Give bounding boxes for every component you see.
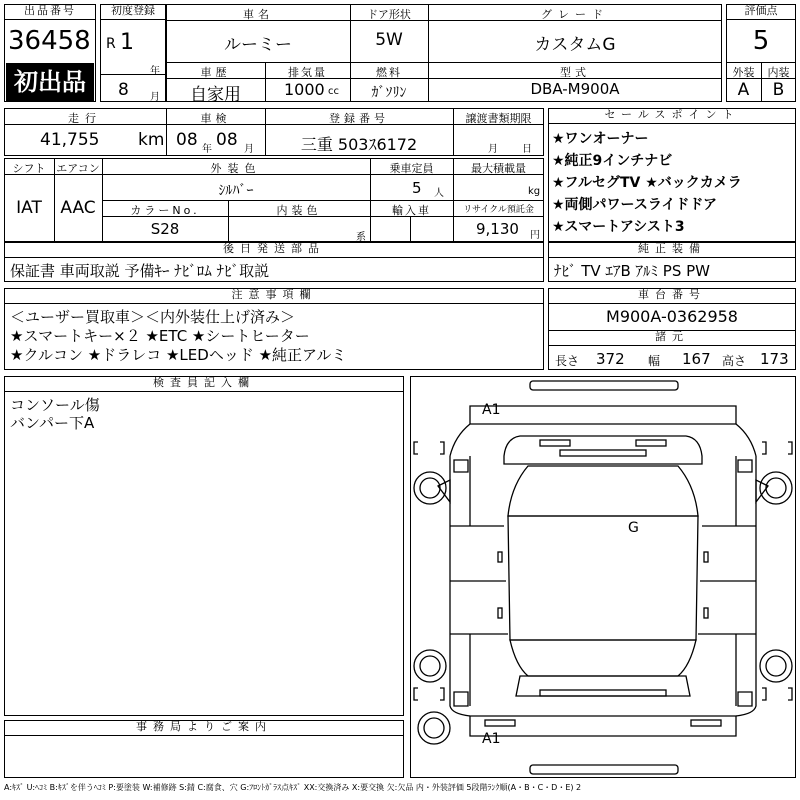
- height-label: 高さ: [722, 354, 747, 368]
- inspector-note-line: コンソール傷: [10, 396, 100, 414]
- transfer-month-unit: 月: [488, 144, 498, 155]
- era: R: [106, 36, 116, 52]
- mark-rear-a1: A1: [482, 731, 501, 747]
- capacity-unit: 人: [434, 188, 444, 199]
- insp-year-unit: 年: [202, 144, 212, 155]
- mileage: 41,755: [40, 130, 100, 150]
- fuel-label: 燃料: [376, 66, 402, 79]
- door: 5W: [375, 30, 403, 50]
- ext-label: 外装: [732, 66, 755, 79]
- lot-number: 36458: [8, 26, 91, 56]
- later-parts-text: 保証書 車両取説 予備ｷｰ ﾅﾋﾞﾛﾑ ﾅﾋﾞ取説: [10, 262, 270, 280]
- recycle-label: リサイクル預託金: [463, 205, 534, 215]
- dimensions-label: 諸元: [548, 330, 796, 346]
- inspector-note-line: バンパー下A: [10, 414, 95, 432]
- shift: IAT: [16, 198, 42, 218]
- ac-label: エアコン: [56, 162, 100, 175]
- selling-point-item: ★純正9インチナビ: [552, 153, 673, 169]
- load-unit: kg: [528, 186, 541, 197]
- note-line: ★クルコン ★ドラレコ ★LEDヘッド ★純正アルミ: [10, 346, 347, 364]
- transfer-day-unit: 日: [522, 144, 532, 155]
- reg-year: 1: [120, 30, 134, 55]
- height: 173: [760, 350, 789, 368]
- inspector-label: 検査員記入欄: [4, 376, 404, 392]
- office-label: 事務局よりご案内: [4, 720, 404, 736]
- history-label: 車歴: [200, 66, 231, 79]
- later-parts-label: 後日発送部品: [4, 242, 544, 258]
- first-reg-label: 初度登録: [100, 4, 166, 20]
- score-label: 評価点: [726, 4, 796, 20]
- insp-month: 08: [216, 130, 238, 150]
- color-no-label: カラーNo.: [130, 204, 200, 217]
- fuel: ｶﾞｿﾘﾝ: [371, 85, 407, 101]
- equipment-text: ﾅﾋﾞ TV ｴｱB ｱﾙﾐ PS PW: [554, 262, 710, 280]
- mark-g: G: [628, 520, 639, 536]
- model-label: 型式: [560, 66, 590, 79]
- mileage-unit: km: [138, 130, 165, 150]
- int-color-unit: 系: [356, 232, 366, 243]
- displacement: 1000: [284, 80, 325, 99]
- insp-month-unit: 月: [244, 144, 254, 155]
- ext-grade: A: [737, 80, 750, 100]
- footer-legend: A:ｷｽﾞ U:ﾍｺﾐ B:ｷｽﾞを伴うﾍｺﾐ P:要塗装 W:補修跡 S:錆 C:腐食、穴 G:ﾌﾛﾝﾄｶﾞﾗｽ点ｷｽﾞ XX:交換済み X:要交換 欠:欠品 内・外装評価 5段階ﾗﾝｸ順(A・B・C・D・E) 2: [4, 783, 582, 792]
- selling-point-item: ★両側パワースライドドア: [552, 197, 718, 213]
- grade-label: グレード: [541, 8, 609, 21]
- note-line: ＜ユーザー買取車＞＜内外装仕上げ済み＞: [10, 308, 296, 326]
- mileage-label: 走行: [68, 112, 102, 125]
- inspection-label: 車検: [200, 112, 231, 125]
- ac: AAC: [60, 198, 96, 218]
- selling-points-label: セールスポイント: [548, 108, 796, 124]
- recycle: 9,130: [476, 220, 519, 238]
- width-label: 幅: [648, 354, 661, 368]
- selling-point-item: ★ワンオーナー: [552, 131, 649, 147]
- notes-list: [10, 308, 540, 365]
- chassis-number: M900A-0362958: [606, 307, 738, 326]
- inspector-notes: [10, 396, 400, 432]
- length: 372: [596, 350, 625, 368]
- selling-point-item: ★フルセグTV ★バックカメラ: [552, 175, 742, 191]
- car-name: ルーミー: [224, 35, 292, 55]
- month-unit: 月: [150, 92, 160, 103]
- displacement-label: 排気量: [288, 66, 327, 79]
- capacity-label: 乗車定員: [389, 162, 434, 175]
- insp-year: 08: [176, 130, 198, 150]
- door-label: ドア形状: [367, 8, 411, 21]
- width: 167: [682, 350, 711, 368]
- int-color-label: 内装色: [276, 204, 322, 217]
- lot-label: 出品番号: [4, 4, 96, 20]
- notes-label: 注意事項欄: [4, 288, 544, 304]
- ext-color-label: 外装色: [210, 162, 262, 175]
- color-no: S28: [150, 220, 180, 238]
- length-label: 長さ: [555, 354, 580, 368]
- chassis-label: 車台番号: [548, 288, 796, 304]
- car-name-label: 車名: [243, 8, 273, 21]
- year-unit: 年: [150, 66, 160, 77]
- model: DBA-M900A: [530, 80, 620, 98]
- reg-month: 8: [118, 80, 129, 100]
- load-label: 最大積載量: [471, 162, 526, 175]
- score: 5: [752, 26, 770, 56]
- first-listing-badge: 初出品: [6, 63, 94, 101]
- recycle-unit: 円: [530, 230, 540, 241]
- history: 自家用: [190, 85, 241, 105]
- int-label: 内装: [767, 66, 790, 79]
- car-diagram: [410, 376, 796, 778]
- int-grade: B: [772, 80, 785, 100]
- equipment-label: 純正装備: [548, 242, 796, 258]
- note-line: ★スマートキー×２ ★ETC ★シートヒーター: [10, 327, 310, 345]
- capacity: 5: [412, 179, 422, 197]
- selling-point-item: ★スマートアシスト3: [552, 219, 685, 235]
- shift-label: シフト: [12, 162, 46, 175]
- ext-color: ｼﾙﾊﾞｰ: [218, 183, 254, 199]
- transfer-label: 譲渡書類期限: [465, 112, 532, 125]
- reg-no: 三重 503ｽ6172: [300, 135, 418, 154]
- selling-points-list: [552, 128, 796, 238]
- displacement-unit: cc: [328, 86, 339, 97]
- reg-no-label: 登録番号: [329, 112, 389, 125]
- mark-front-a1: A1: [482, 402, 501, 418]
- grade: カスタムG: [534, 35, 616, 55]
- import-label: 輸入車: [392, 204, 431, 217]
